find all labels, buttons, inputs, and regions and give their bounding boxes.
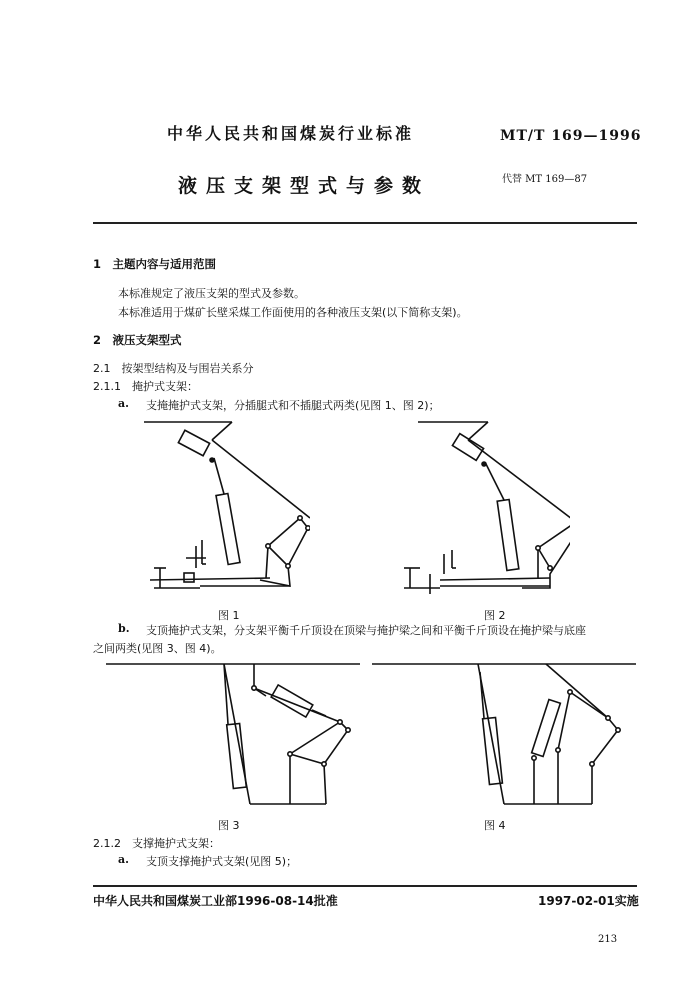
figure-3-diagram	[104, 658, 364, 808]
implementation-date: 1997-02-01实施	[538, 894, 639, 908]
figure-1-diagram	[140, 418, 310, 598]
standard-category: 中华人民共和国煤炭行业标准	[167, 124, 415, 143]
figure-2-caption: 图 2	[484, 609, 506, 622]
clause-2-1-1: 2.1.1 掩护式支架：	[93, 380, 198, 393]
page-number: 213	[598, 934, 618, 945]
figure-1-caption: 图 1	[218, 609, 240, 622]
figure-4-diagram	[370, 658, 640, 808]
item-a-label: a.	[118, 397, 129, 410]
section-1-heading: 1 主题内容与适用范围	[93, 257, 217, 271]
figure-4-caption: 图 4	[484, 819, 506, 832]
item-a2-label: a.	[118, 853, 129, 866]
section-1-paragraph-2: 本标准适用于煤矿长壁采煤工作面使用的各种液压支架(以下简称支架)。	[118, 306, 468, 319]
document-title: 液压支架型式与参数	[178, 175, 431, 197]
replaces-code: 代替 MT 169—87	[502, 174, 588, 185]
header-rule	[93, 222, 637, 224]
section-1-paragraph-1: 本标准规定了液压支架的型式及参数。	[118, 287, 305, 300]
figure-2-diagram	[400, 418, 570, 598]
item-b-text-line-1: 支顶掩护式支架，分支架平衡千斤顶设在顶梁与掩护梁之间和平衡千斤顶设在掩护梁与底座	[146, 624, 586, 637]
footer-rule	[93, 885, 637, 887]
section-2-heading: 2 液压支架型式	[93, 333, 182, 347]
clause-2-1-2: 2.1.2 支撑掩护式支架：	[93, 837, 220, 850]
clause-2-1: 2.1 按架型结构及与围岩关系分	[93, 362, 254, 375]
approval-line: 中华人民共和国煤炭工业部1996-08-14批准	[93, 894, 338, 908]
standard-code: MT/T 169—1996	[500, 128, 642, 144]
item-b-label: b.	[118, 622, 130, 635]
figure-3-caption: 图 3	[218, 819, 240, 832]
item-b-text-line-2: 之间两类(见图 3、图 4)。	[93, 642, 222, 655]
item-a-text: 支掩掩护式支架，分插腿式和不插腿式两类(见图 1、图 2)；	[146, 399, 440, 412]
item-a2-text: 支顶支撑掩护式支架(见图 5)；	[146, 855, 298, 868]
